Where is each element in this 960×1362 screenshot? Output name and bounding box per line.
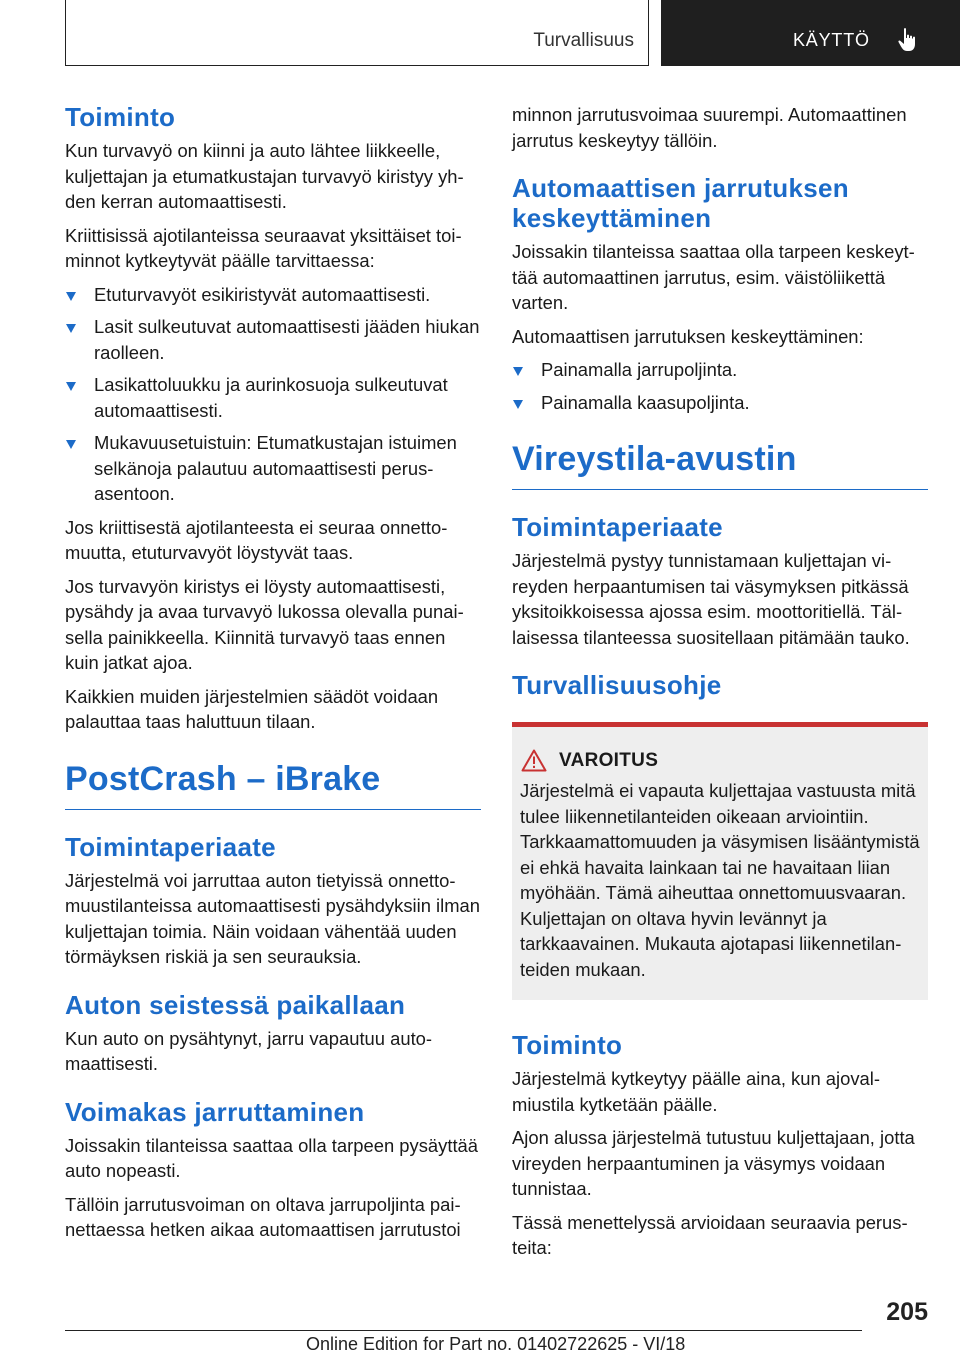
footer-divider (65, 1330, 862, 1331)
heading-automaattisen-jarrutuksen-keskeyttaminen: Automaattisen jarrutuksen keskeyttäminen (512, 173, 849, 233)
paragraph: Järjestelmä pystyy tunnistamaan kuljettajan vireyden herpaantumisen tai väsymyksen pitkässä yksitoikkoisessa ajossa esim. moottoritiellä. Tällaisessa tilanteessa suositellaan pitämään tauko. (512, 550, 910, 648)
paragraph: Joissakin tilanteissa saattaa olla tarpeen pysäyttää auto nopeasti. (65, 1134, 479, 1181)
warning-triangle-icon (521, 749, 547, 772)
triangle-bullet-icon (513, 400, 523, 409)
edition-text: Online Edition for Part no. 01402722625 - VI/18 (306, 1334, 686, 1354)
list-item: Lasikattoluukku ja aurinkosuoja sulkeutuvat automaattisesti. (65, 372, 481, 423)
heading-toimintaperiaate: Toimintaperiaate (512, 512, 723, 542)
paragraph: minnon jarrutusvoimaa suurempi. Automaattinen jarrutus keskeytyy tällöin. (512, 104, 907, 151)
bullet-list (512, 357, 928, 415)
page-footer (65, 1298, 928, 1362)
page-number: 205 (886, 1298, 928, 1326)
paragraph: Joissakin tilanteissa saattaa olla tarpeen keskeyttää automaattinen jarrutus, esim. väistöliikettä varten. (512, 241, 915, 313)
left-column (65, 102, 481, 1251)
paragraph: Jos turvavyön kiristys ei löysty automaattisesti, pysähdy ja avaa turvavyö lukossa olevalla punaisella painikkeella. Kiinnitä turvavyö taas ennen kuin jatkat ajoa. (65, 575, 464, 673)
heading-toimintaperiaate: Toimintaperiaate (65, 831, 276, 862)
list-item: Etuturvavyöt esikiristyvät automaattisesti. (65, 282, 481, 308)
chapter-tab-label: KÄYTTÖ (793, 30, 870, 50)
list-item: Lasit sulkeutuvat automaattisesti jääden hiukan raolleen. (65, 314, 481, 365)
heading-toiminto: Toiminto (512, 1030, 623, 1060)
paragraph: Järjestelmä kytkeytyy päälle aina, kun ajovalmiustila kytketään päälle. (512, 1068, 880, 1115)
paragraph: Kun turvavyö on kiinni ja auto lähtee liikkeelle, kuljettajan ja etumatkustajan turvavyö kiristyy yhden kerran automaattisesti. (65, 140, 464, 212)
paragraph: Järjestelmä voi jarruttaa auton tietyissä onnettomuustilanteissa automaattisesti pysähdyksiin ilman kuljettajan toimia. Näin voidaan vähentää uuden törmäyksen riskiä ja sen seurauksia. (65, 869, 481, 967)
heading-turvallisuusohje: Turvallisuusohje (512, 670, 722, 700)
right-column (512, 102, 928, 1269)
paragraph: Kun auto on pysähtynyt, jarru vapautuu automaattisesti. (65, 1027, 433, 1074)
triangle-bullet-icon (513, 367, 523, 376)
list-item: Mukavuusetuistuin: Etumatkustajan istuimen selkänoja palautuu automaattisesti perusasentoon. (65, 430, 481, 507)
hand-pointer-icon (896, 27, 920, 53)
paragraph: Jos kriittisestä ajotilanteesta ei seuraa onnettomuutta, etuturvavyöt löystyvät taas. (65, 516, 448, 563)
warning-header (520, 749, 920, 772)
triangle-bullet-icon (66, 292, 76, 301)
warning-text: Järjestelmä ei vapauta kuljettajaa vastuusta mitä tulee liikennetilanteiden oikeaan arviointiin. Tarkkaamattomuuden ja väsymisen lisääntymistä ei ehkä havaita lainkaan tai ne havaitaan liian myöhään. Tämä aiheuttaa onnettomuusvaaran. Kuljettajan on oltava hyvin levännyt ja tarkkaavainen. Mukauta ajotapasi liikennetilanteiden mukaan. (520, 780, 920, 980)
paragraph: Automaattisen jarrutuksen keskeyttäminen: (512, 325, 864, 347)
heading-vireystila-avustin: Vireystila-avustin (512, 439, 928, 490)
heading-voimakas-jarruttaminen: Voimakas jarruttaminen (65, 1096, 365, 1127)
paragraph: Kriittisissä ajotilanteissa seuraavat yksittäiset toiminnot kytkeytyvät päälle tarvittaessa: (65, 224, 462, 271)
page-header (0, 0, 960, 66)
paragraph: Ajon alussa järjestelmä tutustuu kuljettajaan, jotta vireyden herpaantuminen ja väsymys voidaan tunnistaa. (512, 1127, 915, 1199)
triangle-bullet-icon (66, 382, 76, 391)
heading-postcrash-ibrake: PostCrash – iBrake (65, 759, 481, 810)
heading-toiminto: Toiminto (65, 102, 176, 132)
paragraph: Kaikkien muiden järjestelmien säädöt voidaan palauttaa taas haluttuun tilaan. (65, 685, 439, 732)
heading-auton-seistessa: Auton seistessä paikallaan (65, 989, 406, 1020)
triangle-bullet-icon (66, 324, 76, 333)
paragraph: Tässä menettelyssä arvioidaan seuraavia perusteita: (512, 1211, 908, 1258)
paragraph: Tällöin jarrutusvoiman on oltava jarrupoljinta painettaessa hetken aikaa automaattisen jarrutustoi (65, 1193, 461, 1240)
warning-box (512, 722, 928, 1000)
section-tab[interactable] (65, 0, 649, 66)
list-item: Painamalla jarrupoljinta. (512, 357, 928, 383)
triangle-bullet-icon (66, 440, 76, 449)
list-item: Painamalla kaasupoljinta. (512, 390, 928, 416)
warning-label: VAROITUS (559, 749, 659, 771)
section-tab-label: Turvallisuus (533, 30, 634, 51)
bullet-list (65, 282, 481, 507)
